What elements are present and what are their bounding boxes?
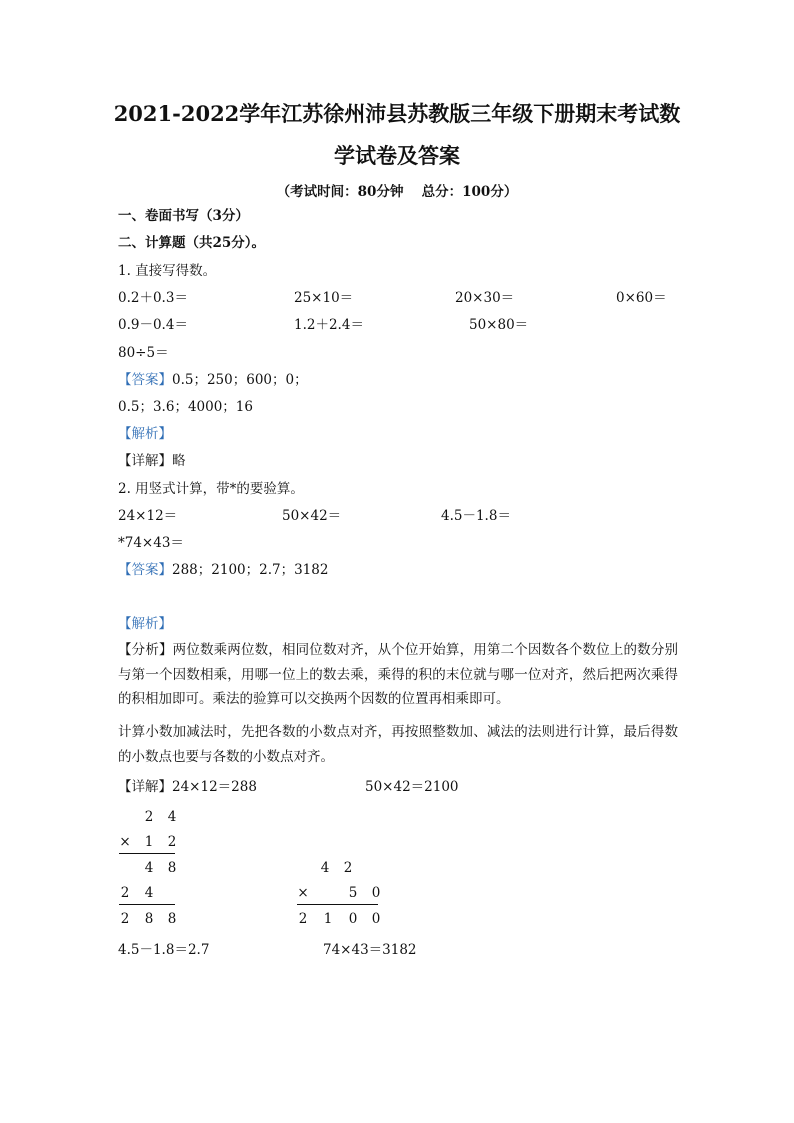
- q2-item: 24×12＝: [118, 508, 178, 524]
- answer-tag: 【答案】: [118, 372, 172, 388]
- q1-item: 1.2＋2.4＝: [294, 317, 364, 333]
- section-heading-1: 一、卷面书写（3分）: [118, 208, 249, 224]
- q2-stem: 2. 用竖式计算，带*的要验算。: [118, 481, 304, 497]
- digit: 4: [320, 860, 330, 876]
- detail-tag: 【详解】: [118, 453, 172, 469]
- q1-item: 80÷5＝: [118, 345, 169, 361]
- q1-stem: 1. 直接写得数。: [118, 263, 217, 279]
- q1-item: 50×80＝: [469, 317, 529, 333]
- times-sign: ×: [119, 834, 131, 850]
- detail-eq: 24×12＝288: [172, 779, 257, 795]
- digit: 2: [120, 885, 130, 901]
- q1-item: 0.9－0.4＝: [118, 317, 188, 333]
- digit: 2: [298, 911, 308, 927]
- q2-detail-eq4: 74×43＝3182: [323, 942, 417, 958]
- digit: 2: [343, 860, 353, 876]
- detail-text: 略: [172, 453, 186, 469]
- digit: 2: [120, 911, 130, 927]
- page-title-line2: 学试卷及答案: [334, 143, 460, 168]
- q1-item: 20×30＝: [455, 290, 515, 306]
- q1-answer: [118, 371, 308, 389]
- digit: 4: [144, 860, 154, 876]
- digit: 8: [167, 860, 177, 876]
- q2-analysis-paragraph: [118, 638, 678, 712]
- digit: 1: [144, 834, 154, 850]
- q2-detail-eq3: 4.5－1.8＝2.7: [118, 942, 210, 958]
- q1-item: 25×10＝: [294, 290, 354, 306]
- digit: 4: [144, 885, 154, 901]
- answer-text: 0.5；250；600；0；: [172, 372, 308, 388]
- digit: 0: [348, 911, 358, 927]
- fenxi-tag: 【分析】: [118, 642, 173, 658]
- q1-detail: [118, 452, 186, 470]
- q2-detail-eq2: 50×42＝2100: [365, 779, 459, 795]
- q2-detail: [118, 778, 257, 796]
- q2-item: 4.5－1.8＝: [441, 508, 511, 524]
- digit: 8: [144, 911, 154, 927]
- digit: 5: [348, 885, 358, 901]
- digit: 1: [323, 911, 333, 927]
- q1-analysis-tag: 【解析】: [118, 426, 172, 442]
- q1-item: 0.2＋0.3＝: [118, 290, 188, 306]
- digit: 2: [144, 809, 154, 825]
- section-heading-2: 二、计算题（共25分）。: [118, 235, 266, 251]
- divider-line: [119, 904, 175, 905]
- digit: 0: [371, 885, 381, 901]
- exam-info: （考试时间：80分钟 总分：100分）: [276, 184, 518, 200]
- q2-analysis-tag: 【解析】: [118, 616, 172, 632]
- divider-line: [297, 904, 378, 905]
- digit: 4: [167, 809, 177, 825]
- digit: 0: [371, 911, 381, 927]
- times-sign: ×: [297, 885, 309, 901]
- q2-decimal-paragraph: 计算小数加减法时，先把各数的小数点对齐，再按照整数加、减法的法则进行计算，最后得数的小数点也要与各数的小数点对齐。: [118, 724, 678, 765]
- q2-item: *74×43＝: [118, 535, 184, 551]
- digit: 8: [167, 911, 177, 927]
- q2-item: 50×42＝: [282, 508, 342, 524]
- answer-text: 288；2100；2.7；3182: [172, 562, 329, 578]
- page-title-line1: 2021-2022学年江苏徐州沛县苏教版三年级下册期末考试数: [113, 101, 681, 126]
- q2-answer: [118, 561, 328, 579]
- q1-item: 0×60＝: [616, 290, 667, 306]
- digit: 2: [167, 834, 177, 850]
- answer-tag: 【答案】: [118, 562, 172, 578]
- fenxi-text: 两位数乘两位数，相同位数对齐，从个位开始算，用第二个因数各个数位上的数分别与第一个因数相乘，用哪一位上的数去乘，乘得的积的末位就与哪一位对齐，然后把两次乘得的积相加即可。乘法的验算可以交换两个因数的位置再相乘即可。: [118, 642, 679, 707]
- q1-answer-line2: 0.5；3.6；4000；16: [118, 399, 253, 415]
- divider-line: [119, 853, 175, 854]
- detail-tag: 【详解】: [118, 779, 172, 795]
